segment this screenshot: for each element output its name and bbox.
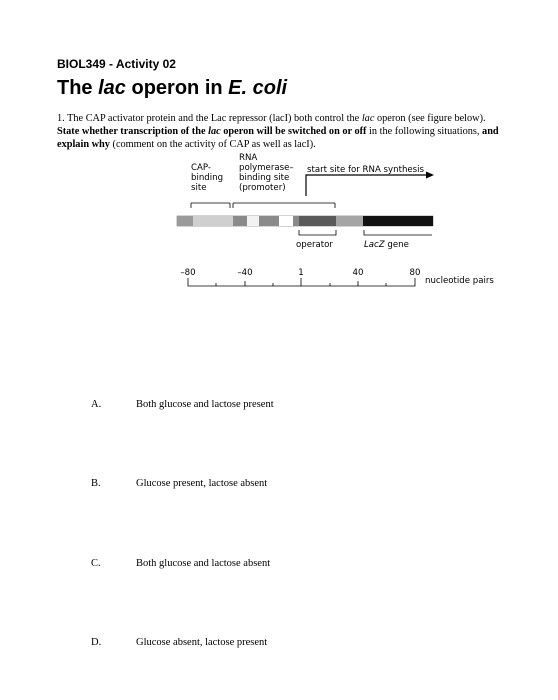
question-p2: operon (see figure below).: [374, 113, 486, 124]
question-b3: and explain why: [57, 126, 499, 150]
start-site-arrowhead: [426, 172, 434, 179]
option-b-letter: B.: [91, 478, 101, 489]
title-ecoli: E. coli: [228, 77, 288, 99]
question-b1: State whether transcription of the: [57, 126, 209, 137]
option-a-letter: A.: [91, 399, 102, 410]
axis-tick-label: –80: [180, 268, 196, 278]
question-p4: (comment on the activity of CAP as well as lacI).: [109, 139, 316, 150]
question-p3: in the following situations,: [366, 126, 483, 137]
operator-segment: [299, 216, 336, 226]
title-mid: operon in: [125, 77, 229, 99]
lacz-label: [364, 240, 409, 250]
operator-bracket: [299, 230, 336, 235]
cap-site-segment: [193, 216, 233, 226]
lacz-gene-segment: [363, 216, 433, 226]
axis-tick-label: –40: [237, 268, 253, 278]
option-d-text: Glucose absent, lactose present: [136, 637, 268, 648]
cap-bracket: [191, 203, 230, 208]
rnap-label-line1: RNA: [239, 153, 258, 163]
axis-tick-label: 1: [298, 268, 304, 278]
page-title: [57, 77, 287, 100]
question-text: [57, 112, 505, 151]
lacz-italic: LacZ: [364, 240, 385, 250]
dna-segment: [259, 216, 279, 226]
dna-bar: [177, 216, 433, 226]
start-site-label: start site for RNA synthesis: [307, 165, 425, 175]
option-c-letter: C.: [91, 558, 101, 569]
course-heading: BIOL349 - Activity 02: [57, 57, 176, 71]
question-b1-lac: lac: [208, 126, 221, 137]
operator-label: operator: [296, 240, 333, 250]
promoter-bracket: [233, 203, 335, 208]
rnap-label-line2: polymerase–: [239, 163, 294, 173]
question-b2: operon will be switched on or off: [220, 126, 367, 137]
lacz-gene-word: gene: [384, 240, 409, 250]
dna-segment: [177, 216, 193, 226]
axis-tick-label: 80: [409, 268, 421, 278]
rnap-label-line4: (promoter): [239, 183, 286, 193]
question-p1: 1. The CAP activator protein and the Lac repressor (lacI) both control the: [57, 113, 362, 124]
question-p1-lac: lac: [361, 113, 375, 124]
option-b-text: Glucose present, lactose absent: [136, 478, 268, 489]
dna-segment: [234, 216, 247, 226]
cap-label-line1: CAP-: [191, 163, 211, 173]
lacz-bracket: [364, 230, 432, 235]
title-pre: The: [57, 77, 99, 99]
scale-axis: [188, 278, 415, 286]
option-d-letter: D.: [91, 637, 102, 648]
title-lac: lac: [98, 77, 126, 99]
dna-segment: [279, 216, 293, 226]
dna-segment: [247, 216, 259, 226]
lac-operon-diagram: [170, 150, 510, 295]
cap-label-line3: site: [191, 183, 207, 193]
start-site-arrow-line: [306, 175, 428, 196]
option-a-text: Both glucose and lactose present: [136, 399, 274, 410]
axis-tick-label: 40: [352, 268, 364, 278]
axis-unit-label: nucleotide pairs: [425, 276, 494, 286]
cap-label-line2: binding: [191, 173, 224, 183]
dna-segment: [336, 216, 363, 226]
dna-segment: [293, 216, 299, 226]
option-c-text: Both glucose and lactose absent: [136, 558, 271, 569]
rnap-label-line3: binding site: [239, 173, 290, 183]
